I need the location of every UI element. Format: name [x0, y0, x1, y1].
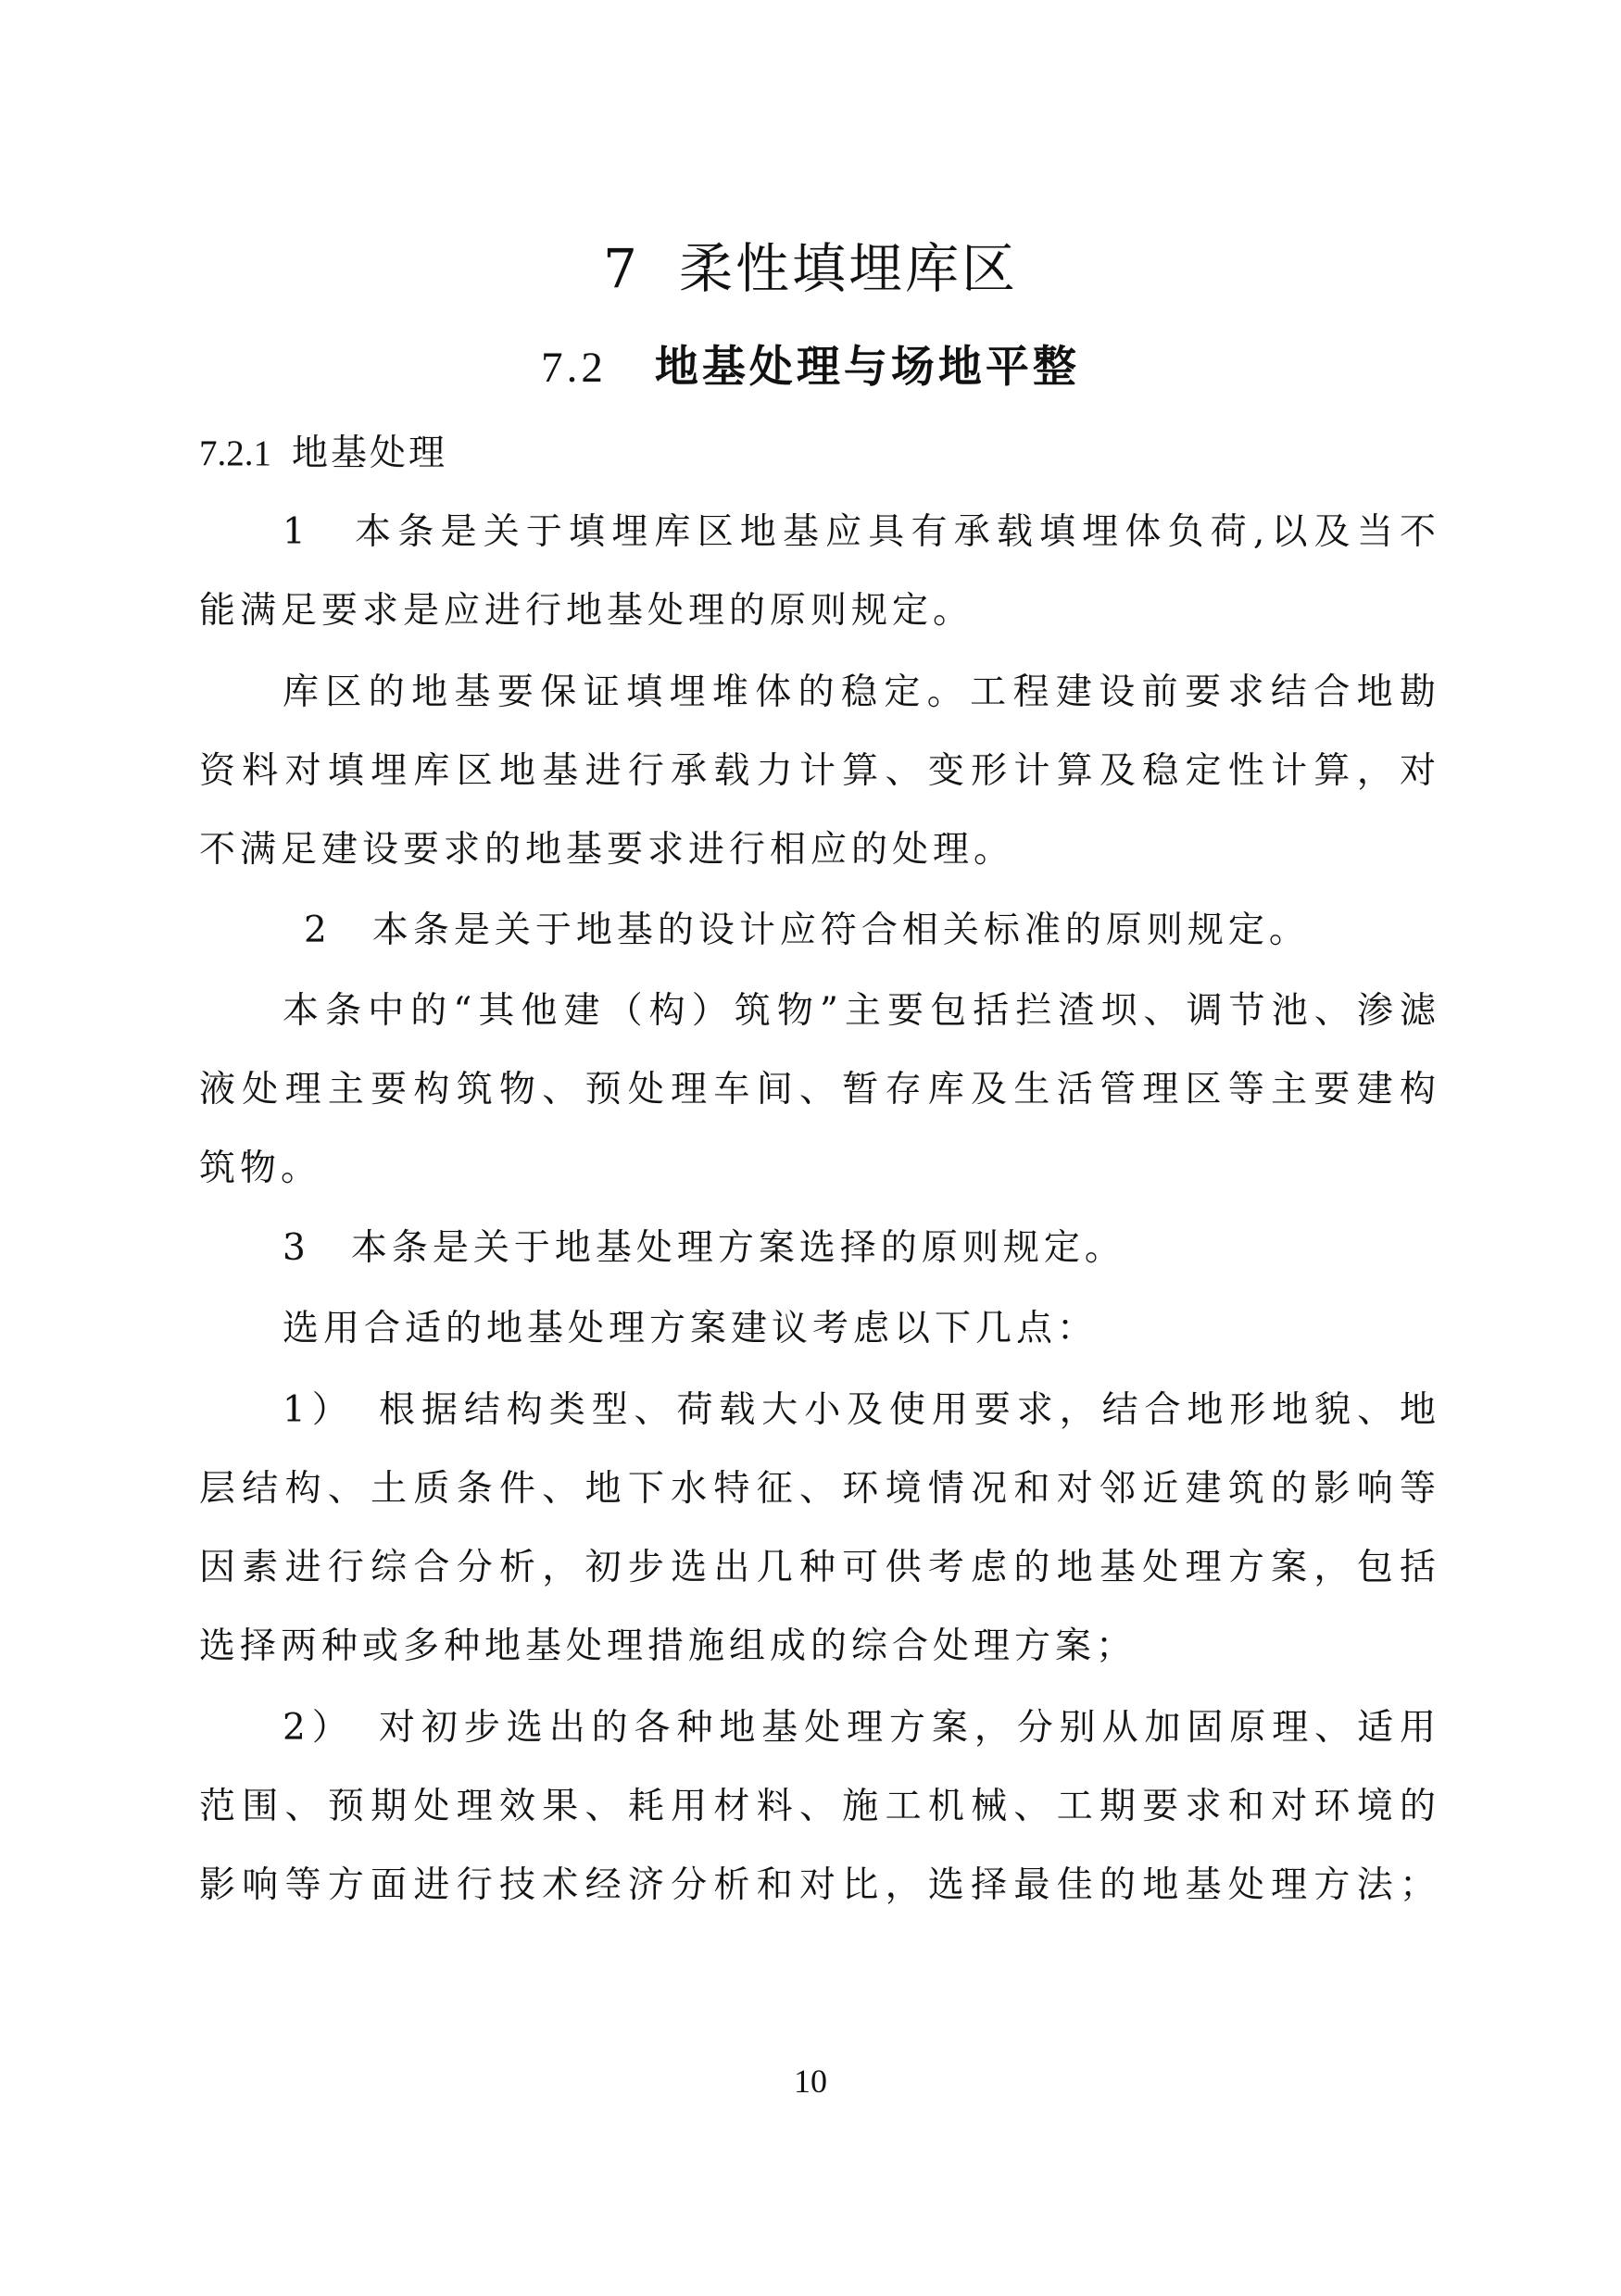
paragraph-line: 2 本条是关于地基的设计应符合相关标准的原则规定。 — [304, 910, 1310, 951]
paragraph-line: 能满足要求是应进行地基处理的原则规定。 — [199, 590, 974, 632]
section-heading — [0, 335, 1621, 400]
paragraph-line: 范围、预期处理效果、耗用材料、施工机械、工期要求和对环境的 — [199, 1786, 1440, 1827]
subsection-title-text: 地基处理 — [292, 433, 448, 474]
paragraph-line: 选择两种或多种地基处理措施组成的综合处理方案； — [199, 1625, 1137, 1667]
paragraph-line: 1 本条是关于填埋库区地基应具有承载填埋体负荷,以及当不 — [283, 511, 1440, 553]
section-title-text: 地基处理与场地平整 — [654, 342, 1080, 393]
paragraph-line: 因素进行综合分析，初步选出几种可供考虑的地基处理方案，包括 — [199, 1547, 1440, 1588]
paragraph-line: 资料对填埋库区地基进行承载力计算、变形计算及稳定性计算，对 — [199, 750, 1440, 792]
paragraph-line: 筑物。 — [199, 1148, 322, 1189]
paragraph-line: 影响等方面进行技术经济分析和对比，选择最佳的地基处理方法； — [199, 1864, 1440, 1906]
chapter-number: 7 — [603, 237, 640, 300]
chapter-heading — [0, 232, 1621, 306]
paragraph-line: 本条中的“其他建（构）筑物”主要包括拦渣坝、调节池、渗滤 — [283, 990, 1440, 1032]
chapter-title-text: 柔性填埋库区 — [678, 237, 1018, 300]
paragraph-line: 选用合适的地基处理方案建议考虑以下几点： — [283, 1308, 1099, 1349]
subsection-number: 7.2.1 — [199, 433, 271, 473]
paragraph-line: 2） 对初步选出的各种地基处理方案，分别从加固原理、适用 — [283, 1707, 1440, 1749]
paragraph-line: 不满足建设要求的地基要求进行相应的处理。 — [199, 829, 1015, 871]
paragraph-line: 3 本条是关于地基处理方案选择的原则规定。 — [283, 1227, 1125, 1269]
paragraph-line: 液处理主要构筑物、预处理车间、暂存库及生活管理区等主要建构 — [199, 1069, 1440, 1110]
section-number: 7.2 — [541, 344, 607, 392]
paragraph-line: 库区的地基要保证填埋堆体的稳定。工程建设前要求结合地勘 — [283, 671, 1440, 713]
subsection-heading — [199, 426, 1440, 482]
paragraph-line: 1） 根据结构类型、荷载大小及使用要求，结合地形地貌、地 — [283, 1389, 1440, 1431]
page-number: 10 — [794, 2063, 827, 2100]
paragraph-line: 层结构、土质条件、地下水特征、环境情况和对邻近建筑的影响等 — [199, 1468, 1440, 1510]
